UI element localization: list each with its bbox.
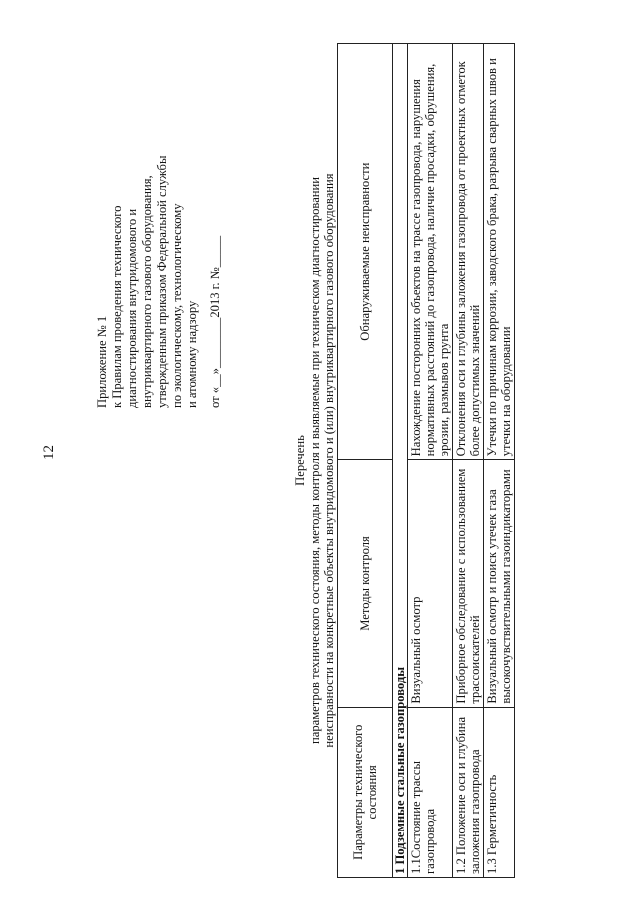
- appendix-line: Приложение № 1: [95, 315, 109, 408]
- section-title: 1 Подземные стальные газопроводы: [393, 44, 408, 878]
- title-line: неисправности на конкретные объекты внутридомового и (или) внутриквартирного газового оборудования: [322, 173, 336, 748]
- cell-method: Визуальный осмотр и поиск утечек газа высокочувствительными газоиндикаторами: [484, 460, 515, 707]
- title-heading: Перечень: [293, 435, 307, 486]
- table-row: [484, 44, 515, 878]
- table-section-row: [393, 44, 408, 878]
- parameters-table: [337, 43, 515, 878]
- table-row: [408, 44, 453, 878]
- cell-faults: Отклонения оси и глубины заложения газопровода от проектных отметок более допустимых значений: [453, 44, 484, 460]
- rotated-document: [41, 43, 583, 878]
- cell-parameter: 1.2 Положение оси и глубина заложения газопровода: [453, 707, 484, 877]
- appendix-line: к Правилам проведения технического: [110, 205, 124, 408]
- appendix-line: и атомному надзору: [185, 300, 199, 408]
- header-methods: Методы контроля: [338, 460, 393, 707]
- appendix-line: утвержденным приказом Федеральной службы: [155, 155, 169, 408]
- cell-faults: Нахождение посторонних объектов на трассе газопровода, нарушения нормативных расстояний до газопровода, наличие просадки, обрушения, эрозии, размывов грунта: [408, 44, 453, 460]
- cell-parameter: 1.1Состояние трассы газопровода: [408, 707, 453, 877]
- header-parameters: Параметры технического состояния: [338, 707, 393, 877]
- cell-method: Приборное обследование с использованием трассоискателей: [453, 460, 484, 707]
- appendix-block: [95, 48, 223, 408]
- document-title: [293, 43, 336, 878]
- cell-faults: Утечки по причинам коррозии, заводского брака, разрыва сварных швов и утечки на оборудовании: [484, 44, 515, 460]
- cell-parameter: 1.3 Герметичность: [484, 707, 515, 877]
- appendix-line: по экологическому, технологическому: [170, 203, 184, 408]
- table-row: [453, 44, 484, 878]
- appendix-line: диагностирования внутридомового и: [125, 208, 139, 408]
- appendix-date-line: от «__»________2013 г. №_____: [208, 235, 222, 408]
- appendix-line: внутриквартирного газового оборудования,: [140, 175, 154, 408]
- page-number: 12: [41, 445, 57, 460]
- title-line: параметров технического состояния, методы контроля и выявляемые при техническом диагностировании: [308, 176, 322, 745]
- header-faults: Обнаруживаемые неисправности: [338, 44, 393, 460]
- table-header-row: [338, 44, 393, 878]
- cell-method: Визуальный осмотр: [408, 460, 453, 707]
